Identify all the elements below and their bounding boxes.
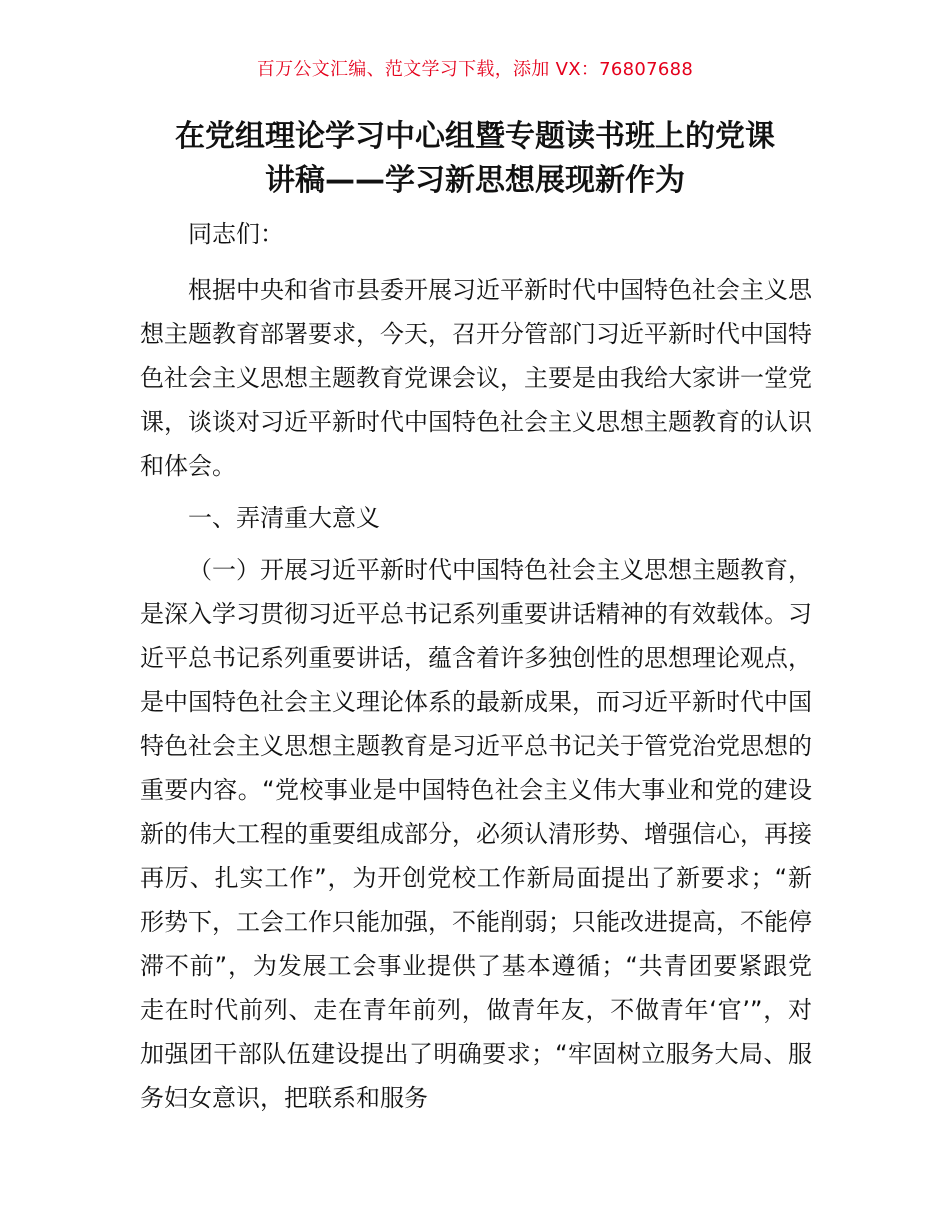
intro-paragraph: 根据中央和省市县委开展习近平新时代中国特色社会主义思想主题教育部署要求，今天，召开分管部门习近平新时代中国特色社会主义思想主题教育党课会议，主要是由我给大家讲一堂党课，谈谈对习近平新时代中国特色社会主义思想主题教育的认识和体会。 (140, 276, 812, 480)
intro-paragraph-block (140, 268, 812, 488)
section-heading: 一、弄清重大意义 (188, 504, 380, 532)
title-line-2: 讲稿——学习新思想展现新作为 (265, 163, 685, 198)
greeting: 同志们： (188, 220, 284, 248)
body-paragraph: （一）开展习近平新时代中国特色社会主义思想主题教育，是深入学习贯彻习近平总书记系列重要讲话精神的有效载体。习近平总书记系列重要讲话，蕴含着许多独创性的思想理论观点，是中国特色社会主义理论体系的最新成果，而习近平新时代中国特色社会主义思想主题教育是习近平总书记关于管党治党思想的重要内容。“党校事业是中国特色社会主义伟大事业和党的建设新的伟大工程的重要组成部分，必须认清形势、增强信心，再接再厉、扎实工作”，为开创党校工作新局面提出了新要求；“新形势下，工会工作只能加强，不能削弱；只能改进提高，不能停滞不前”，为发展工会事业提供了基本遵循；“共青团要紧跟党走在时代前列、走在青年前列，做青年友，不做青年‘官’”，对加强团干部队伍建设提出了明确要求；“牢固树立服务大局、服务妇女意识，把联系和服务 (140, 556, 812, 1112)
body-paragraph-block (140, 548, 812, 1120)
title-line-1: 在党组理论学习中心组暨专题读书班上的党课 (175, 119, 775, 154)
section-heading-block (140, 496, 812, 540)
greeting-block (140, 212, 812, 256)
promo-banner: 百万公文汇编、范文学习下载，添加 VX：76807688 (256, 59, 694, 80)
document-title (110, 115, 840, 203)
